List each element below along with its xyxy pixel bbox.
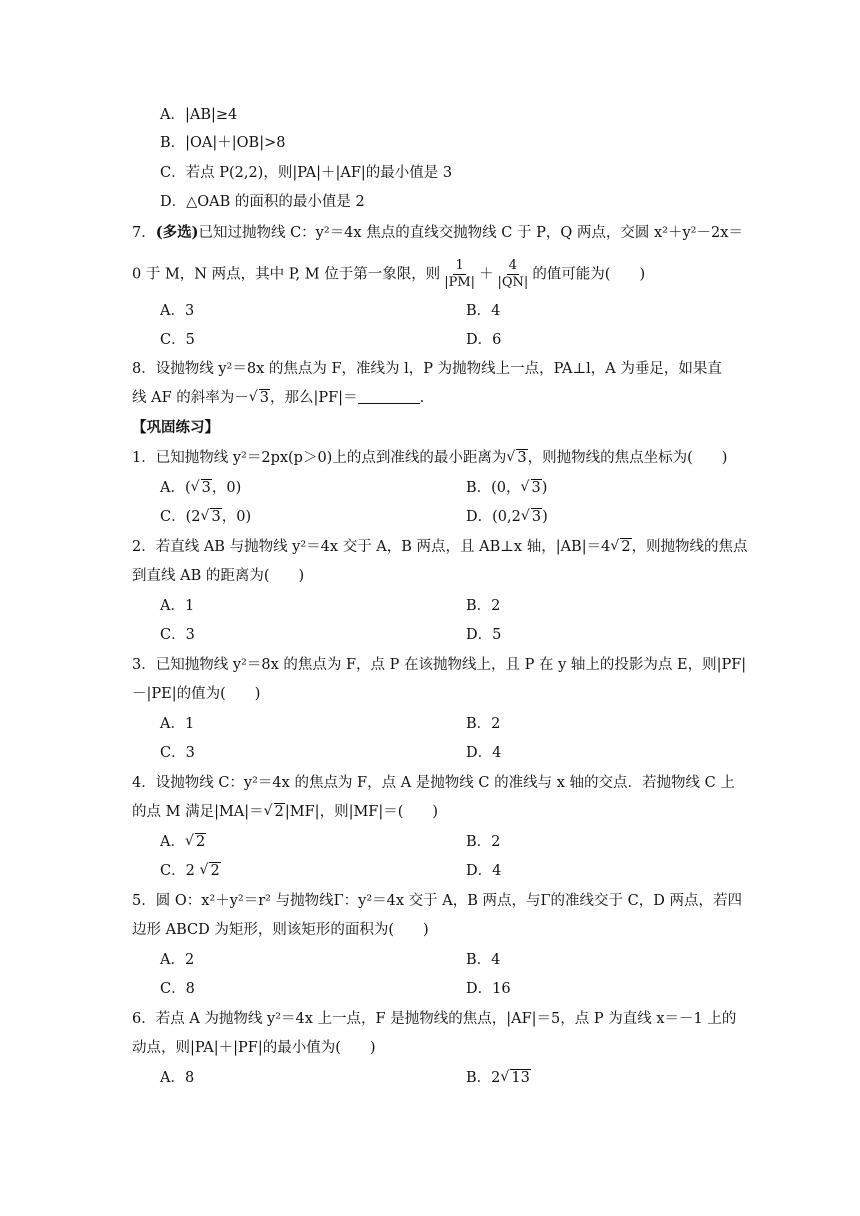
exercise-1-stem: 1．已知抛物线 y²＝2px(p＞0)上的点到准线的最小距离为√ 3，则抛物线的焦点坐标为( )	[132, 448, 727, 468]
exercise-6-line2: 动点，则|PA|＋|PF|的最小值为( )	[132, 1040, 376, 1056]
question-8-text2: ，那么|PF|＝	[269, 390, 358, 406]
e2-option-c: C．3	[160, 627, 195, 643]
question-7-line2	[132, 258, 645, 291]
e4-option-c: C．2 √ 2	[160, 861, 221, 881]
option-c: C．若点 P(2,2)，则|PA|＋|AF|的最小值是 3	[160, 165, 453, 181]
e2-option-b: B．2	[466, 598, 501, 614]
e1-option-b: B．(0，√ 3)	[466, 478, 547, 498]
section-title: 【巩固练习】	[132, 419, 219, 436]
fraction-1-numerator: 1	[455, 258, 464, 273]
e3-option-c: C．3	[160, 745, 195, 761]
answer-blank	[358, 389, 420, 404]
q7-option-c: C．5	[160, 332, 195, 348]
e4-option-d: D．4	[466, 863, 502, 879]
question-8-line2	[132, 388, 424, 408]
e1-option-d: D．(0,2√ 3)	[466, 507, 548, 527]
option-a: A．|AB|≥4	[160, 107, 238, 123]
fraction-1-denominator: |PM|	[444, 275, 476, 290]
exercise-4-line2: 的点 M 满足|MA|＝√ 2|MF|，则|MF|＝( )	[132, 802, 438, 822]
e2-option-a: A．1	[160, 598, 195, 614]
exercise-2-line2: 到直线 AB 的距离为( )	[132, 568, 305, 584]
question-7-number: 7．	[132, 225, 156, 241]
exercise-3-line1: 3．已知抛物线 y²＝8x 的焦点为 F，点 P 在该抛物线上，且 P 在 y 轴上的投影为点 E，则|PF|	[132, 657, 747, 673]
exercise-6-line1: 6．若点 A 为抛物线 y²＝4x 上一点，F 是抛物线的焦点，|AF|＝5，点 P 为直线 x＝－1 上的	[132, 1011, 737, 1027]
exercise-4-line1: 4．设抛物线 C：y²＝4x 的焦点为 F，点 A 是抛物线 C 的准线与 x 轴的交点．若抛物线 C 上	[132, 775, 735, 791]
period: .	[419, 390, 425, 406]
e2-option-d: D．5	[466, 627, 502, 643]
e5-option-b: B．4	[466, 952, 501, 968]
exercise-3-line2: －|PE|的值为( )	[132, 686, 261, 702]
question-7-text3: 的值可能为( )	[532, 266, 646, 283]
question-7-line1	[132, 223, 743, 243]
e3-option-d: D．4	[466, 745, 502, 761]
q7-option-a: A．3	[160, 303, 195, 319]
e5-option-d: D．16	[466, 981, 511, 997]
exercise-5-line2: 边形 ABCD 为矩形，则该矩形的面积为( )	[132, 922, 429, 938]
sqrt-3: √ 3	[507, 448, 527, 468]
option-b: B．|OA|＋|OB|>8	[160, 135, 286, 151]
q7-option-d: D．6	[466, 332, 502, 348]
question-8-text: 线 AF 的斜率为－	[132, 390, 249, 406]
question-7-text2: 0 于 M，N 两点，其中 P, M 位于第一象限，则	[132, 266, 441, 283]
e5-option-c: C．8	[160, 981, 195, 997]
e5-option-a: A．2	[160, 952, 195, 968]
sqrt-2: √ 2	[265, 802, 285, 822]
question-7-text: 已知过抛物线 C：y²＝4x 焦点的直线交抛物线 C 于 P，Q 两点，交圆 x²＋y²－2x＝	[198, 225, 743, 241]
fraction-2-numerator: 4	[508, 258, 518, 273]
e3-option-b: B．2	[466, 716, 501, 732]
question-7-tag: (多选)	[155, 224, 199, 241]
fraction-1	[442, 258, 477, 291]
e1-option-a: A．(√ 3，0)	[160, 478, 241, 498]
fraction-2	[496, 258, 531, 291]
sqrt-3: √ 3	[250, 388, 270, 408]
exercise-5-line1: 5．圆 O：x²＋y²＝r² 与抛物线Γ：y²＝4x 交于 A，B 两点，与Γ的准线交于 C，D 两点，若四	[132, 893, 742, 909]
sqrt-2: √ 2	[611, 537, 631, 557]
e4-option-a: A．√ 2	[160, 832, 206, 852]
plus-sign: ＋	[479, 266, 494, 283]
fraction-2-denominator: |QN|	[497, 275, 529, 290]
question-8-line1: 8．设抛物线 y²＝8x 的焦点为 F，准线为 l，P 为抛物线上一点，PA⊥l，A 为垂足，如果直	[132, 361, 722, 377]
e6-option-a: A．8	[160, 1070, 195, 1086]
e3-option-a: A．1	[160, 716, 195, 732]
e1-option-c: C．(2√ 3，0)	[160, 507, 251, 527]
q7-option-b: B．4	[466, 303, 501, 319]
e6-option-b: B．2√ 13	[466, 1068, 531, 1088]
e4-option-b: B．2	[466, 834, 501, 850]
option-d: D．△OAB 的面积的最小值是 2	[160, 194, 365, 210]
exercise-2-line1: 2．若直线 AB 与抛物线 y²＝4x 交于 A，B 两点，且 AB⊥x 轴，|AB|＝4√ 2，则抛物线的焦点	[132, 537, 748, 557]
